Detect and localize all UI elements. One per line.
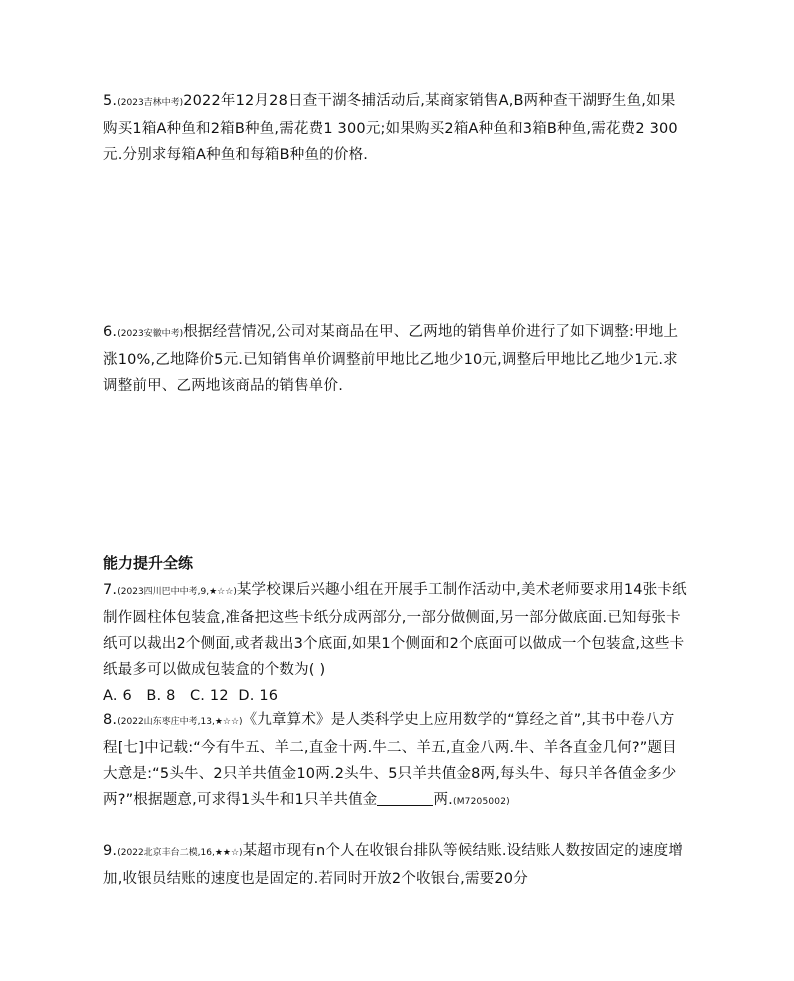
fill-in-blank[interactable] xyxy=(377,791,433,806)
section-title: 能力提升全练 xyxy=(103,554,194,572)
question-number: 6. xyxy=(103,324,118,340)
question-number: 9. xyxy=(103,843,118,859)
question-5 xyxy=(103,88,689,168)
question-text-after-blank: 两. xyxy=(433,792,453,808)
question-text: 《九章算术》是人类科学史上应用数学的“算经之首”,其书中卷八方程[七]中记载:“今有牛五、羊二,直金十两.牛二、羊五,直金八两.牛、羊各直金几何?”题目大意是:“5头牛、2只羊共值金10两.2头牛、5只羊共值金8两,每头牛、每只羊各值金多少两?”根据题意,可求得1头牛和1只羊共值金 xyxy=(103,712,677,808)
question-number: 8. xyxy=(103,712,118,728)
question-9 xyxy=(103,838,689,892)
question-7 xyxy=(103,577,689,709)
question-number: 7. xyxy=(103,582,118,598)
question-source: (2023安徽中考) xyxy=(117,329,184,339)
question-text: 2022年12月28日查干湖冬捕活动后,某商家销售A,B两种查干湖野生鱼,如果购买1箱A种鱼和2箱B种鱼,需花费1 300元;如果购买2箱A种鱼和3箱B种鱼,需花费2 300元.分别求每箱A种鱼和每箱B种鱼的价格. xyxy=(103,93,678,163)
question-source: (2023吉林中考) xyxy=(117,98,184,108)
question-text: 某学校课后兴趣小组在开展手工制作活动中,美术老师要求用14张卡纸制作圆柱体包装盒,准备把这些卡纸分成两部分,一部分做侧面,另一部分做底面.已知每张卡纸可以裁出2个侧面,或者裁出3个底面,如果1个侧面和2个底面可以做成一个包装盒,这些卡纸最多可以做成包装盒的个数为( ) xyxy=(103,582,687,678)
question-text: 某超市现有n个人在收银台排队等候结账.设结账人数按固定的速度增加,收银员结账的速度也是固定的.若同时开放2个收银台,需要20分 xyxy=(103,843,684,887)
question-source: (2023四川巴中中考,9,★☆☆) xyxy=(117,587,237,597)
answer-options: A. 6 B. 8 C. 12 D. 16 xyxy=(103,688,279,704)
question-8 xyxy=(103,707,689,815)
question-6 xyxy=(103,319,689,399)
question-code: (M7205002) xyxy=(452,797,510,807)
question-source: (2022山东枣庄中考,13,★☆☆) xyxy=(117,717,243,727)
question-text: 根据经营情况,公司对某商品在甲、乙两地的销售单价进行了如下调整:甲地上涨10%,乙地降价5元.已知销售单价调整前甲地比乙地少10元,调整后甲地比乙地少1元.求调整前甲、乙两地该商品的销售单价. xyxy=(103,324,679,394)
question-source: (2022北京丰台二模,16,★★☆) xyxy=(117,848,243,858)
question-number: 5. xyxy=(103,93,118,109)
